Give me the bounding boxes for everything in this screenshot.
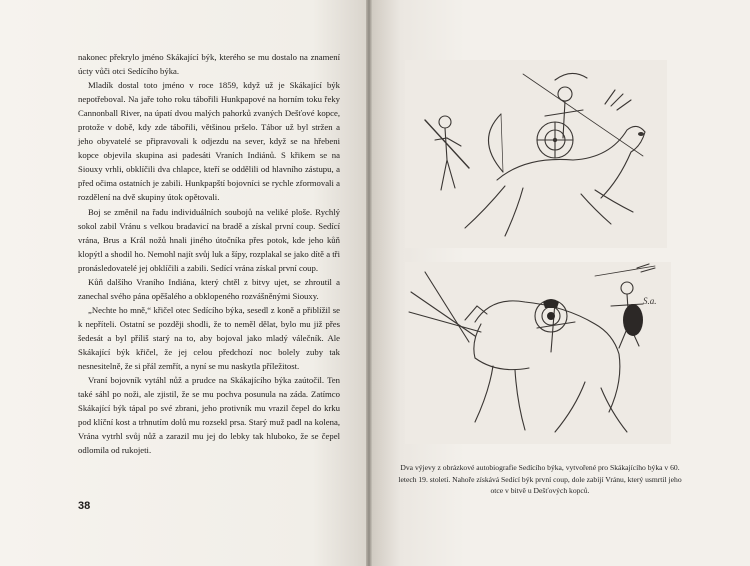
drawing-first-coup bbox=[405, 60, 667, 248]
paragraph-3: Boj se změnil na řadu individuálních soubojů na veliké ploše. Rychlý sokol zabil Vránu s velkou bradavicí na bradě a získal první coup. Sedící vrána, Brus a Král nožů hnali jiného útočníka přes potok, kde jeho kůň klopýtl a shodil ho. Nemohl najít svůj luk a šípy, rozplakal se jako dítě a tři pronásledovatelé jej obklíčili a zabili. Sedící vrána získal první coup. bbox=[78, 206, 340, 273]
drawing-first-coup-image bbox=[405, 60, 667, 248]
paragraph-5: „Nechte ho mně,“ křičel otec Sedícího býka, sesedl z koně a přiblížil se k nepříteli. Ostatní se později shodli, že to neměl dělat, bylo mu již přes šedesát a byl příliš starý na to, aby bojoval jako mladý válečník. Ale Skákající býk křičel, že jej celou předchozí noc bolely zuby tak nesnesitelně, že si přál zemřít, a nyní se mu naskytla příležitost. bbox=[78, 304, 340, 372]
figure-caption: Dva výjevy z obrázkové autobiografie Sedícího býka, vytvořené pro Skákajícího býka v 60. letech 19. století. Nahoře získává Sedící býk první coup, dole zabíjí Vránu, který usmrtil jeho otce v bitvě u Dešťových kopců. bbox=[398, 463, 682, 496]
drawing-signature: S.a. bbox=[643, 296, 657, 306]
drawing-killing-crow-image bbox=[405, 262, 671, 444]
drawing-killing-crow bbox=[405, 262, 671, 444]
paragraph-2: Mladík dostal toto jméno v roce 1859, když už je Skákající býk nepotřeboval. Na jaře toho roku tábořili Hunkpapové na horním toku řeky Cannonball River, na úpatí dvou malých pahorků zvaných Dešťové kopce, protože v době, kdy zde tábořili, většinou pršelo. Tábor už byl stržen a jeho obyvatelé se připravovali k odjezdu na sever, když se na hřebeni kopce objevila skupina asi padesáti Vraních Indiánů. S křikem se na Siouxy vrhli, obklíčili dva chlapce, kteří se oddělili od hlavního zástupu, a před očima ostatních je zabili. Hunkpapští bojovníci se rychle zformovali a rozdělení na dvě skupiny útok opětovali. bbox=[78, 80, 340, 203]
paragraph-1: nakonec překrylo jméno Skákající býk, kterého se mu dostalo na znamení úcty vůči otci Sedícího býka. bbox=[78, 52, 340, 77]
left-page-text bbox=[78, 50, 340, 457]
book-gutter bbox=[366, 0, 372, 566]
paragraph-4: Kůň dalšího Vraního Indiána, který chtěl z bitvy ujet, se zhroutil a zanechal svého pána opěšalého a obklopeného rozvášněnými Siouxy. bbox=[78, 276, 340, 301]
page-number: 38 bbox=[78, 500, 91, 512]
paragraph-6: Vraní bojovník vytáhl nůž a prudce na Skákajícího býka zaútočil. Ten také sáhl po noži, ale zjistil, že se mu pochva posunula na záda. Zatímco Skákající býk tápal po své zbrani, jeho protivník mu vrazil čepel do krku pod klíční kost a trhnutím dolů mu rozsekl prsa. Starý muž padl na kolena, Vrána vytrhl svůj nůž a zarazil mu jej do lebky tak hluboko, že se čepel odlomila od rukojeti. bbox=[78, 375, 340, 456]
